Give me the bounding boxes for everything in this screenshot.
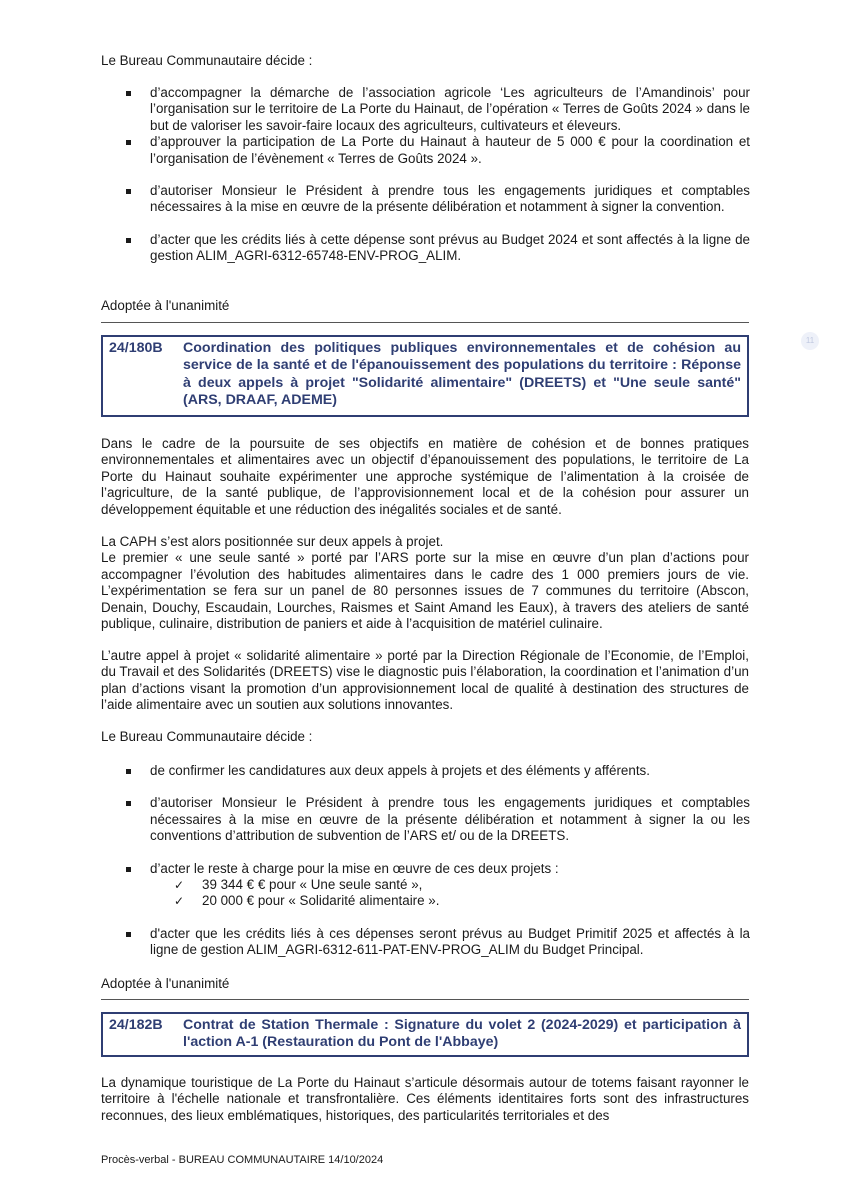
- bullet-icon: [126, 932, 131, 937]
- bullet-icon: [126, 140, 131, 145]
- sub-list-item: ✓ 20 000 € pour « Solidarité alimentaire ».: [174, 893, 440, 909]
- list-item: d’accompagner la démarche de l’association agricole ‘Les agriculteurs de l’Amandinois’ pour l’organisation sur le territoire de La Porte du Hainaut, de l’opération « Terres de Goûts 2024 » dans le but de valoriser les savoir-faire locaux des agriculteurs, cultivateurs et éleveurs.: [126, 85, 750, 134]
- decision-list: [126, 85, 750, 265]
- paragraph: La CAPH s’est alors positionnée sur deux appels à projet. Le premier « une seule santé » porté par l’ARS porte sur la mise en œuvre d’un plan d’actions pour accompagner l’évolution des habitudes alimentaires dans le cadre des 1 000 premiers jours de vie. L’expérimentation se fera sur un panel de 80 personnes issues de 7 communes du territoire (Abscon, Denain, Douchy, Escaudain, Lourches, Raismes et Saint Amand les Eaux), à travers des ateliers de santé publique, culinaire, distribution de paniers et aide à l’acquisition de matériel culinaire.: [101, 534, 749, 632]
- section-header: [101, 335, 749, 417]
- bullet-icon: [126, 801, 131, 806]
- list-item: d’autoriser Monsieur le Président à prendre tous les engagements juridiques et comptables nécessaires à la mise en œuvre de la présente délibération et notamment à signer la ou les conventions d’attribution de subvention de l’ARS et/ ou de la DREETS.: [126, 795, 750, 844]
- bullet-icon: [126, 769, 131, 774]
- list-item: de confirmer les candidatures aux deux appels à projets et des éléments y afférents.: [126, 763, 750, 779]
- list-item: d’acter que les crédits liés à cette dépense sont prévus au Budget 2024 et sont affectés à la ligne de gestion ALIM_AGRI-6312-65748-ENV-PROG_ALIM.: [126, 232, 750, 265]
- page-footer: Procès-verbal - BUREAU COMMUNAUTAIRE 14/10/2024: [101, 1154, 384, 1166]
- page-number-badge: 11: [801, 332, 819, 350]
- decision-intro: Le Bureau Communautaire décide :: [101, 729, 313, 744]
- list-item: d’autoriser Monsieur le Président à prendre tous les engagements juridiques et comptables nécessaires à la mise en œuvre de la présente délibération et notamment à signer la convention.: [126, 183, 750, 216]
- section-title: Coordination des politiques publiques environnementales et de cohésion au service de la santé et de l'épanouissement des populations du territoire : Réponse à deux appels à projet "Solidarité alimentaire" (DREETS) et "Une seule santé" (ARS, DRAAF, ADEME): [183, 340, 741, 409]
- section-header: [101, 1012, 749, 1057]
- checkmark-icon: ✓: [174, 894, 185, 909]
- bullet-icon: [126, 91, 131, 96]
- divider: [101, 322, 749, 323]
- paragraph: Dans le cadre de la poursuite de ses objectifs en matière de cohésion et de bonnes pratiques environnementales et alimentaires avec un objectif d’épanouissement des populations, le territoire de La Porte du Hainaut souhaite expérimenter une approche systémique de l’alimentation à la croisée de l’agriculture, de la santé publique, de l’approvisionnement local et de la cohésion pour assurer un développement équitable et une réduction des inégalités sociales et de santé.: [101, 436, 749, 517]
- checkmark-icon: ✓: [174, 878, 185, 893]
- section-title: Contrat de Station Thermale : Signature du volet 2 (2024-2029) et participation à l'action A-1 (Restauration du Pont de l'Abbaye): [183, 1017, 741, 1051]
- adoption-note: Adoptée à l'unanimité: [101, 976, 230, 991]
- paragraph: La dynamique touristique de La Porte du Hainaut s’articule désormais autour de totems faisant rayonner le territoire à l'échelle nationale et transfrontalière. Ces éléments identitaires forts sont des infrastructures reconnues, des lieux emblématiques, historiques, des particularités territoriales et des: [101, 1075, 749, 1123]
- list-item: d'acter que les crédits liés à ces dépenses seront prévus au Budget Primitif 2025 et affectés à la ligne de gestion ALIM_AGRI-6312-611-PAT-ENV-PROG_ALIM du Budget Principal.: [126, 926, 750, 959]
- sub-list-item: ✓ 39 344 € € pour « Une seule santé »,: [174, 877, 423, 893]
- adoption-note: Adoptée à l'unanimité: [101, 298, 230, 313]
- paragraph: L’autre appel à projet « solidarité alimentaire » porté par la Direction Régionale de l’Economie, de l’Emploi, du Travail et des Solidarités (DREETS) vise le diagnostic puis l’élaboration, la coordination et l’animation d’un plan d’actions visant la promotion d’un approvisionnement local de qualité à destination des structures de l’aide alimentaire avec un soutien aux solutions innovantes.: [101, 648, 749, 713]
- section-number: 24/180B: [109, 340, 163, 356]
- sub-list: [174, 877, 750, 910]
- decision-list: [126, 763, 750, 959]
- divider: [101, 999, 749, 1000]
- bullet-icon: [126, 189, 131, 194]
- bullet-icon: [126, 238, 131, 243]
- decision-intro: Le Bureau Communautaire décide :: [101, 53, 313, 68]
- bullet-icon: [126, 867, 131, 872]
- section-number: 24/182B: [109, 1017, 163, 1033]
- list-item: d’approuver la participation de La Porte du Hainaut à hauteur de 5 000 € pour la coordination et l’organisation de l’évènement « Terres de Goûts 2024 ».: [126, 134, 750, 167]
- list-item: d’acter le reste à charge pour la mise en œuvre de ces deux projets : ✓ 39 344 € € pour « Une seule santé », ✓ 20 000 € pour « Solidarité alimentaire ».: [126, 861, 750, 910]
